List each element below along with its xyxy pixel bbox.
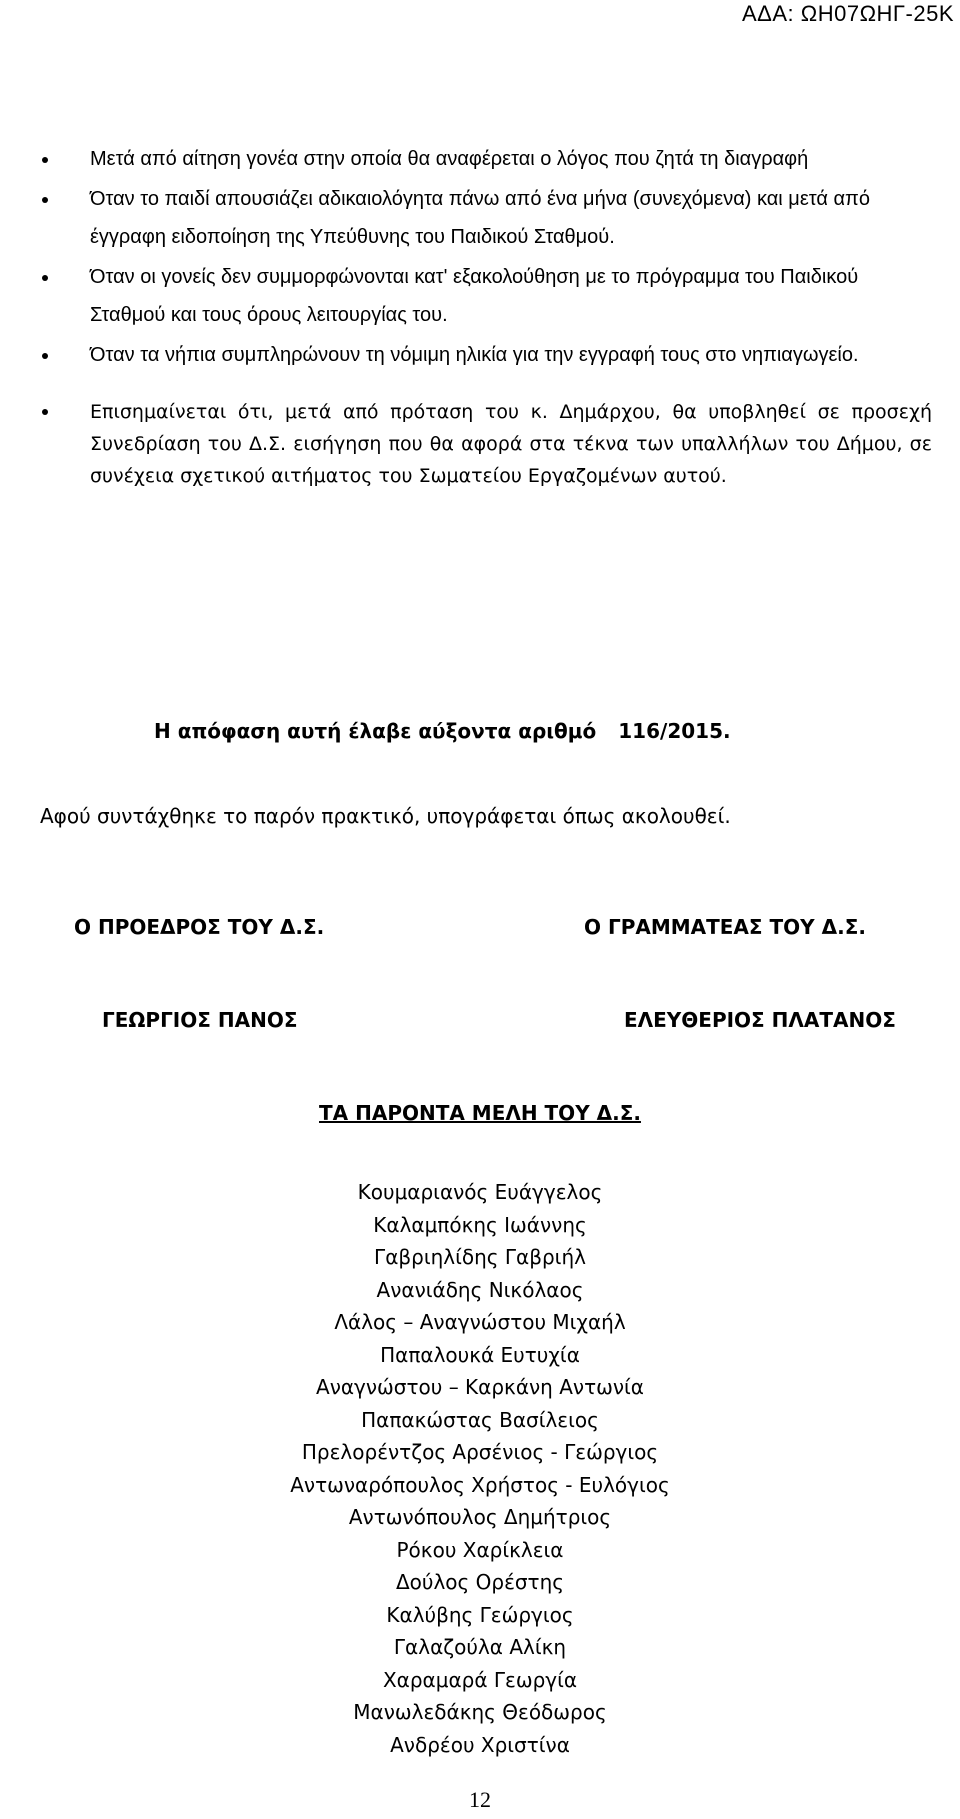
bullet-dot-icon (42, 275, 48, 281)
member-name: Καλύβης Γεώργιος (386, 1602, 574, 1627)
member-name: Ανανιάδης Νικόλαος (376, 1277, 584, 1302)
bullet-item (42, 180, 932, 256)
page-number: 12 (469, 1787, 491, 1812)
member-name: Πρελορέντζος Αρσένιος - Γεώργιος (301, 1440, 659, 1464)
member-name: Δούλος Ορέστης (395, 1570, 565, 1594)
deregistration-bullet-list (42, 140, 932, 494)
member-name: Παπαλουκά Ευτυχία (380, 1342, 580, 1367)
bullet-text: Όταν οι γονείς δεν συμμορφώνονται κατ' εξακολούθηση με το πρόγραμμα του Παιδικού Σταθμού και τους όρους λειτουργίας του. (90, 266, 859, 326)
secretary-name: ΕΛΕΥΘΕΡΙΟΣ ΠΛΑΤΑΝΟΣ (624, 1008, 896, 1032)
president-name: ΓΕΩΡΓΙΟΣ ΠΑΝΟΣ (102, 1008, 298, 1032)
bullet-item (42, 140, 932, 178)
member-name: Κουμαριανός Ευάγγελος (357, 1180, 603, 1204)
member-name: Παπακώστας Βασίλειος (361, 1407, 599, 1432)
decision-number: 116/2015. (618, 719, 731, 743)
bullet-item (42, 396, 932, 492)
president-title: Ο ΠΡΟΕΔΡΟΣ ΤΟΥ Δ.Σ. (74, 915, 325, 939)
member-name: Χαραμαρά Γεωργία (382, 1667, 578, 1692)
member-name: Γαβριηλίδης Γαβριήλ (374, 1245, 586, 1269)
member-name: Λάλος – Αναγνώστου Μιχαήλ (334, 1310, 626, 1334)
member-name: Αντωνόπουλος Δημήτριος (348, 1505, 612, 1529)
bullet-text: Επισημαίνεται ότι, μετά από πρόταση του κ. Δημάρχου, θα υποβληθεί σε προσεχή Συνεδρίαση του Δ.Σ. εισήγηση που θα αφορά στα τέκνα των υπαλλήλων του Δήμου, σε συνέχεια σχετικού αιτήματος του Σωματείου Εργαζομένων αυτού. (90, 401, 932, 487)
bullet-dot-icon (42, 353, 48, 359)
decision-text: Η απόφαση αυτή έλαβε αύξοντα αριθμό (154, 719, 597, 743)
member-name: Αντωναρόπουλος Χρήστος - Ευλόγιος (290, 1472, 670, 1497)
bullet-text: Όταν το παιδί απουσιάζει αδικαιολόγητα πάνω από ένα μήνα (συνεχόμενα) και μετά από έγγραφη ειδοποίηση της Υπεύθυνης του Παιδικού Σταθμού. (90, 188, 870, 248)
compiled-note: Αφού συντάχθηκε το παρόν πρακτικό, υπογράφεται όπως ακολουθεί. (40, 804, 731, 828)
member-name: Μανωλεδάκης Θεόδωρος (353, 1700, 607, 1724)
decision-statement (154, 716, 731, 746)
member-name: Ρόκου Χαρίκλεια (396, 1537, 564, 1562)
secretary-title: Ο ΓΡΑΜΜΑΤΕΑΣ ΤΟΥ Δ.Σ. (584, 915, 866, 939)
members-list (0, 1176, 960, 1761)
bullet-text: Όταν τα νήπια συμπληρώνουν τη νόμιμη ηλικία για την εγγραφή τους στο νηπιαγωγείο. (90, 344, 859, 366)
members-title-text: ΤΑ ΠΑΡΟΝΤΑ ΜΕΛΗ ΤΟΥ Δ.Σ. (319, 1101, 641, 1125)
bullet-text: Μετά από αίτηση γονέα στην οποία θα αναφέρεται ο λόγος που ζητά τη διαγραφή (90, 148, 809, 170)
bullet-dot-icon (42, 157, 48, 163)
member-name: Καλαμπόκης Ιωάννης (373, 1212, 587, 1237)
bullet-item (42, 258, 932, 334)
members-title (0, 1098, 960, 1128)
bullet-item (42, 336, 932, 374)
member-name: Αναγνώστου – Καρκάνη Αντωνία (316, 1375, 644, 1399)
member-name: Ανδρέου Χριστίνα (390, 1732, 570, 1757)
ada-code: ΑΔΑ: ΩΗ07ΩΗΓ-25Κ (742, 1, 954, 26)
bullet-dot-icon (42, 197, 48, 203)
bullet-dot-icon (42, 409, 48, 415)
member-name: Γαλαζούλα Αλίκη (393, 1635, 567, 1659)
